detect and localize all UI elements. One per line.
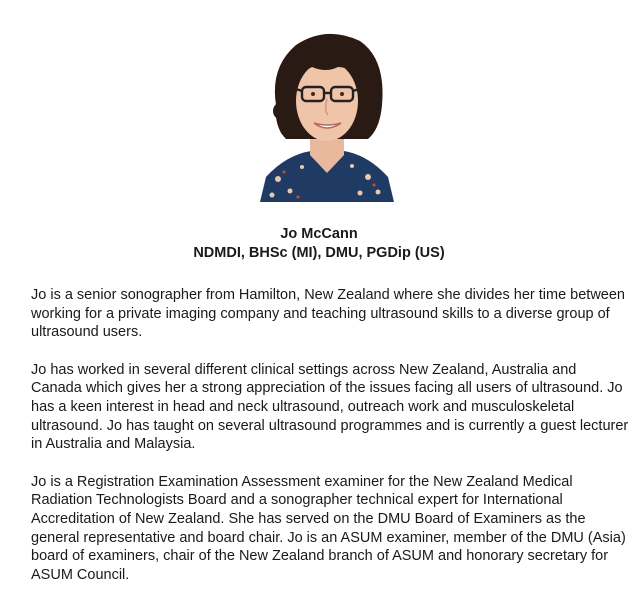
person-name: Jo McCann (280, 226, 358, 242)
profile-heading (0, 225, 638, 263)
bio-paragraph-3: Jo is a Registration Examination Assessment examiner for the New Zealand Medical Radiation Technologists Board and a sonographer technical expert for International Accreditation of New Zealand. She has served on the DMU Board of Examiners as the general representative and board chair. Jo is an ASUM examiner, member of the DMU (Asia) board of examiners, chair of the New Zealand branch of ASUM and honorary secretary for ASUM Council. (31, 473, 626, 584)
biography (31, 286, 631, 603)
bio-paragraph-1: Jo is a senior sonographer from Hamilton, New Zealand where she divides her time between working for a private imaging company and teaching ultrasound skills to a diverse group of ultrasound users. (31, 287, 625, 341)
portrait-photo (256, 27, 398, 202)
bio-paragraph-2: Jo has worked in several different clinical settings across New Zealand, Australia and Canada which gives her a strong appreciation of the issues facing all users of ultrasound. Jo has a keen interest in head and neck ultrasound, outreach work and musculoskeletal ultrasound. Jo has taught on several ultrasound programmes and is currently a guest lecturer in Australia and Malaysia. (31, 361, 629, 453)
person-credentials: NDMDI, BHSc (MI), DMU, PGDip (US) (193, 245, 445, 261)
